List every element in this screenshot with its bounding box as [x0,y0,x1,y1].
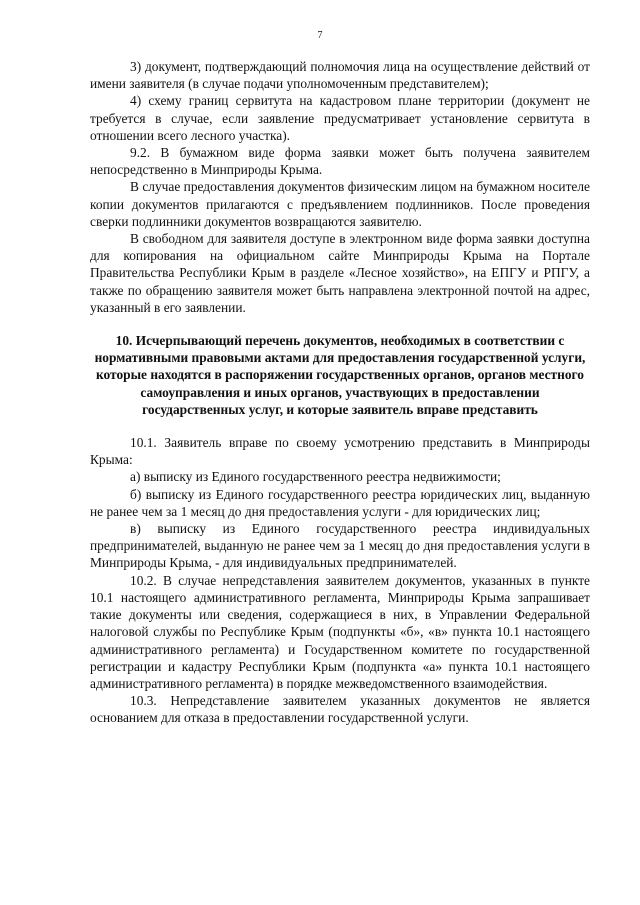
paragraph: 10.2. В случае непредставления заявителем документов, указанных в пункте 10.1 настоящего административного регламента, Минприроды Крыма запрашивает такие документы или сведения, содержащиеся в них, в Управлении Федеральной налоговой службы по Республике Крым (подпункты «б», «в» пункта 10.1 настоящего административного регламента) и Государственном комитете по государственной регистрации и кадастру Республики Крым (подпункта «а» пункта 10.1 настоящего административного регламента) в порядке межведомственного взаимодействия. [90,572,590,691]
paragraph: 3) документ, подтверждающий полномочия лица на осуществление действий от имени заявителя (в случае подачи уполномоченным представителем); [90,59,590,92]
paragraph: б) выписку из Единого государственного реестра юридических лиц, выданную не ранее чем за 1 месяц до дня предоставления услуги - для юридических лиц; [90,486,590,519]
document-body [90,58,590,727]
page-number: 7 [317,30,323,41]
paragraph: 4) схему границ сервитута на кадастровом плане территории (документ не требуется в случае, если заявление предусматривает установление сервитута в отношении всего лесного участка). [90,93,590,143]
paragraph: в) выписку из Единого государственного реестра индивидуальных предпринимателей, выданную не ранее чем за 1 месяц до дня предоставления услуги в Минприроды Крыма, - для индивидуальных предпринимателей. [90,521,590,571]
paragraph: В случае предоставления документов физическим лицом на бумажном носителе копии документов прилагаются с предъявлением подлинников. После проведения сверки подлинники документов возвращаются заявителю. [90,179,590,229]
paragraph: а) выписку из Единого государственного реестра недвижимости; [130,469,501,485]
paragraph: 9.2. В бумажном виде форма заявки может быть получена заявителем непосредственно в Минприроды Крыма. [90,145,590,178]
paragraph: 10.1. Заявитель вправе по своему усмотрению представить в Минприроды Крыма: [90,435,590,468]
paragraph: В свободном для заявителя доступе в электронном виде форма заявки доступна для копирования на официальном сайте Минприроды Крыма на Портале Правительства Республики Крым в разделе «Лесное хозяйство», на ЕПГУ и РПГУ, а также по обращению заявителя может быть направлена электронной почтой на адрес, указанный в его заявлении. [90,231,590,315]
section-heading: 10. Исчерпывающий перечень документов, необходимых в соответствии с нормативными правовыми актами для предоставления государственной услуги, которые находятся в распоряжении государственных органов, органов местного самоуправления и иных органов, участвующих в предоставлении государственных услуг, и которые заявитель вправе представить [94,333,586,417]
paragraph: 10.3. Непредставление заявителем указанных документов не является основанием для отказа в предоставлении государственной услуги. [90,693,590,726]
